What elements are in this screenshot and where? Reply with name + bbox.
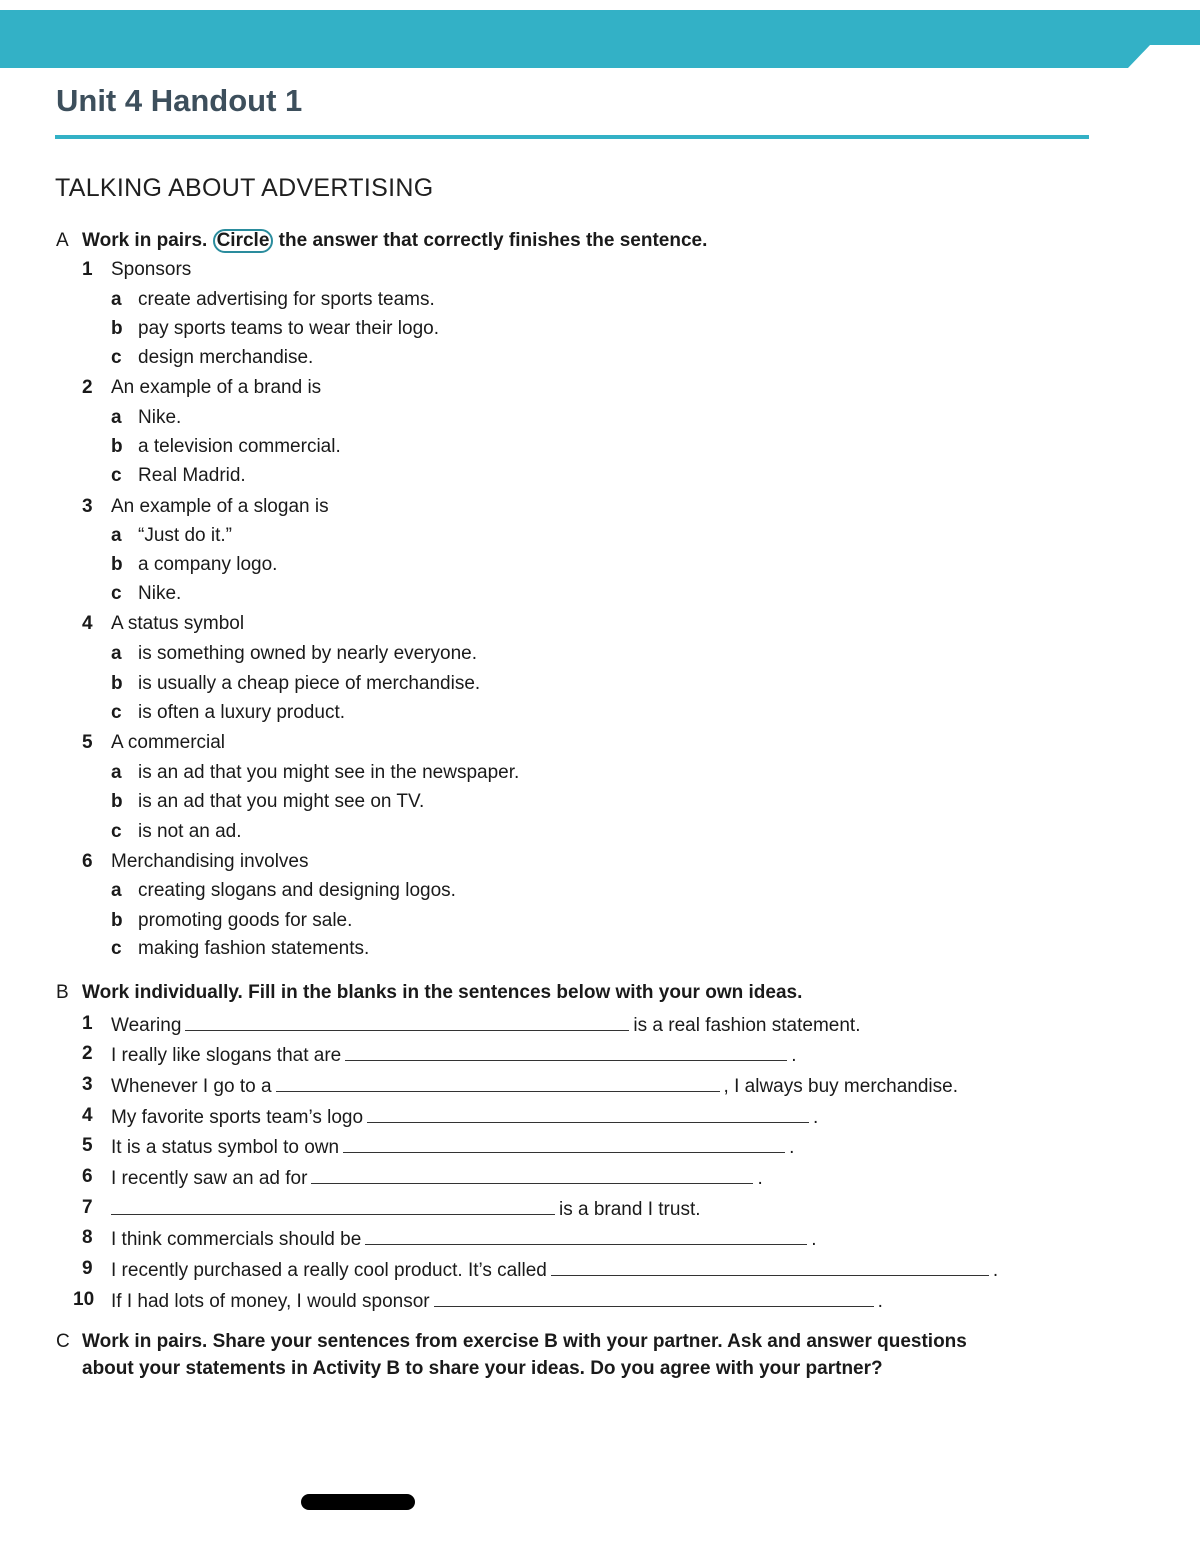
option-text[interactable]: creating slogans and designing logos.	[138, 880, 456, 901]
title-divider	[55, 135, 1089, 139]
option-text[interactable]: Nike.	[138, 407, 182, 428]
sentence-start: Wearing	[111, 1015, 182, 1036]
sentence-end: .	[813, 1107, 819, 1128]
option-text[interactable]: design merchandise.	[138, 347, 314, 368]
question-number: 2	[82, 377, 93, 398]
section-heading: TALKING ABOUT ADVERTISING	[55, 174, 434, 202]
footer-bar	[301, 1494, 415, 1510]
fill-sentence	[111, 1288, 883, 1314]
fill-sentence	[111, 1257, 998, 1283]
item-number: 1	[82, 1013, 93, 1034]
question-stem: An example of a brand is	[111, 377, 322, 398]
option-text[interactable]: is not an ad.	[138, 821, 242, 842]
option-letter[interactable]: c	[111, 347, 122, 368]
option-letter[interactable]: a	[111, 525, 122, 546]
option-text[interactable]: pay sports teams to wear their logo.	[138, 318, 439, 339]
sentence-start: If I had lots of money, I would sponsor	[111, 1291, 430, 1312]
blank-line[interactable]	[311, 1165, 753, 1184]
question-stem: Merchandising involves	[111, 851, 309, 872]
sentence-start: Whenever I go to a	[111, 1076, 272, 1097]
fill-sentence	[111, 1042, 797, 1068]
option-text[interactable]: is an ad that you might see in the newspaper.	[138, 762, 520, 783]
option-text[interactable]: Nike.	[138, 583, 182, 604]
fill-sentence	[111, 1104, 818, 1130]
question-stem: An example of a slogan is	[111, 496, 329, 517]
question-stem: A commercial	[111, 732, 226, 753]
sentence-end: is a brand I trust.	[559, 1199, 701, 1220]
part-a-letter: A	[56, 230, 69, 251]
blank-line[interactable]	[185, 1012, 629, 1031]
sentence-start: I really like slogans that are	[111, 1045, 342, 1066]
option-letter[interactable]: c	[111, 465, 122, 486]
item-number: 2	[82, 1043, 93, 1064]
sentence-start: I think commercials should be	[111, 1229, 362, 1250]
sentence-end: .	[791, 1045, 797, 1066]
option-letter[interactable]: b	[111, 554, 123, 575]
blank-line[interactable]	[276, 1073, 720, 1092]
sentence-start: I recently purchased a really cool product. It’s called	[111, 1260, 547, 1281]
blank-line[interactable]	[551, 1257, 989, 1276]
fill-sentence	[111, 1226, 817, 1252]
option-text[interactable]: making fashion statements.	[138, 938, 370, 959]
option-letter[interactable]: a	[111, 289, 122, 310]
option-letter[interactable]: b	[111, 910, 123, 931]
item-number: 4	[82, 1105, 93, 1126]
question-number: 4	[82, 613, 93, 634]
option-text[interactable]: is often a luxury product.	[138, 702, 345, 723]
blank-line[interactable]	[111, 1196, 555, 1215]
blank-line[interactable]	[343, 1134, 785, 1153]
option-letter[interactable]: c	[111, 702, 122, 723]
item-number: 5	[82, 1135, 93, 1156]
sentence-end: .	[877, 1291, 883, 1312]
option-text[interactable]: is something owned by nearly everyone.	[138, 643, 478, 664]
fill-sentence	[111, 1073, 958, 1099]
item-number: 6	[82, 1166, 93, 1187]
part-b-instruction: Work individually. Fill in the blanks in the sentences below with your own ideas.	[82, 982, 803, 1003]
question-stem: Sponsors	[111, 259, 192, 280]
sentence-start: It is a status symbol to own	[111, 1137, 340, 1158]
option-text[interactable]: a television commercial.	[138, 436, 341, 457]
option-letter[interactable]: a	[111, 762, 122, 783]
option-letter[interactable]: c	[111, 938, 122, 959]
item-number: 9	[82, 1258, 93, 1279]
option-letter[interactable]: b	[111, 436, 123, 457]
option-text[interactable]: Real Madrid.	[138, 465, 246, 486]
question-stem: A status symbol	[111, 613, 245, 634]
option-letter[interactable]: a	[111, 643, 122, 664]
part-b-letter: B	[56, 982, 69, 1003]
option-text[interactable]: is an ad that you might see on TV.	[138, 791, 425, 812]
blank-line[interactable]	[365, 1226, 807, 1245]
instruction-rest: the answer that correctly finishes the sentence.	[278, 230, 708, 251]
option-text[interactable]: is usually a cheap piece of merchandise.	[138, 673, 481, 694]
item-number: 3	[82, 1074, 93, 1095]
option-text[interactable]: a company logo.	[138, 554, 278, 575]
blank-line[interactable]	[367, 1104, 809, 1123]
fill-sentence	[111, 1012, 860, 1038]
sentence-end: .	[992, 1260, 999, 1281]
option-letter[interactable]: a	[111, 880, 122, 901]
header-band	[0, 10, 1200, 68]
option-letter[interactable]: b	[111, 791, 123, 812]
sentence-end: , I always buy merchandise.	[723, 1076, 958, 1097]
sentence-end: .	[757, 1168, 763, 1189]
instruction-lead: Work in pairs.	[82, 230, 208, 251]
sentence-end: is a real fashion statement.	[633, 1015, 861, 1036]
item-number: 10	[73, 1289, 95, 1310]
question-number: 6	[82, 851, 93, 872]
fill-sentence	[111, 1134, 794, 1160]
option-letter[interactable]: a	[111, 407, 122, 428]
option-letter[interactable]: b	[111, 673, 123, 694]
part-c-letter: C	[56, 1331, 70, 1352]
question-number: 5	[82, 732, 93, 753]
blank-line[interactable]	[434, 1288, 874, 1307]
sentence-start: I recently saw an ad for	[111, 1168, 308, 1189]
option-letter[interactable]: c	[111, 583, 122, 604]
option-letter[interactable]: c	[111, 821, 122, 842]
question-number: 3	[82, 496, 93, 517]
part-a-instruction	[82, 229, 707, 253]
sentence-end: .	[811, 1229, 817, 1250]
question-number: 1	[82, 259, 93, 280]
option-text[interactable]: promoting goods for sale.	[138, 910, 353, 931]
blank-line[interactable]	[345, 1042, 787, 1061]
item-number: 8	[82, 1227, 93, 1248]
part-c-instruction-line-1: Work in pairs. Share your sentences from exercise B with your partner. Ask and answer questions	[82, 1331, 967, 1352]
sentence-end: .	[789, 1137, 795, 1158]
page-title: Unit 4 Handout 1	[56, 83, 303, 118]
option-text[interactable]: “Just do it.”	[138, 525, 232, 546]
option-letter[interactable]: b	[111, 318, 123, 339]
circled-word: Circle	[213, 229, 274, 253]
sentence-start: My favorite sports team’s logo	[111, 1107, 364, 1128]
option-text[interactable]: create advertising for sports teams.	[138, 289, 435, 310]
item-number: 7	[82, 1197, 93, 1218]
fill-sentence	[107, 1196, 701, 1222]
fill-sentence	[111, 1165, 763, 1191]
part-c-instruction-line-2: about your statements in Activity B to share your ideas. Do you agree with your partner?	[82, 1358, 883, 1379]
